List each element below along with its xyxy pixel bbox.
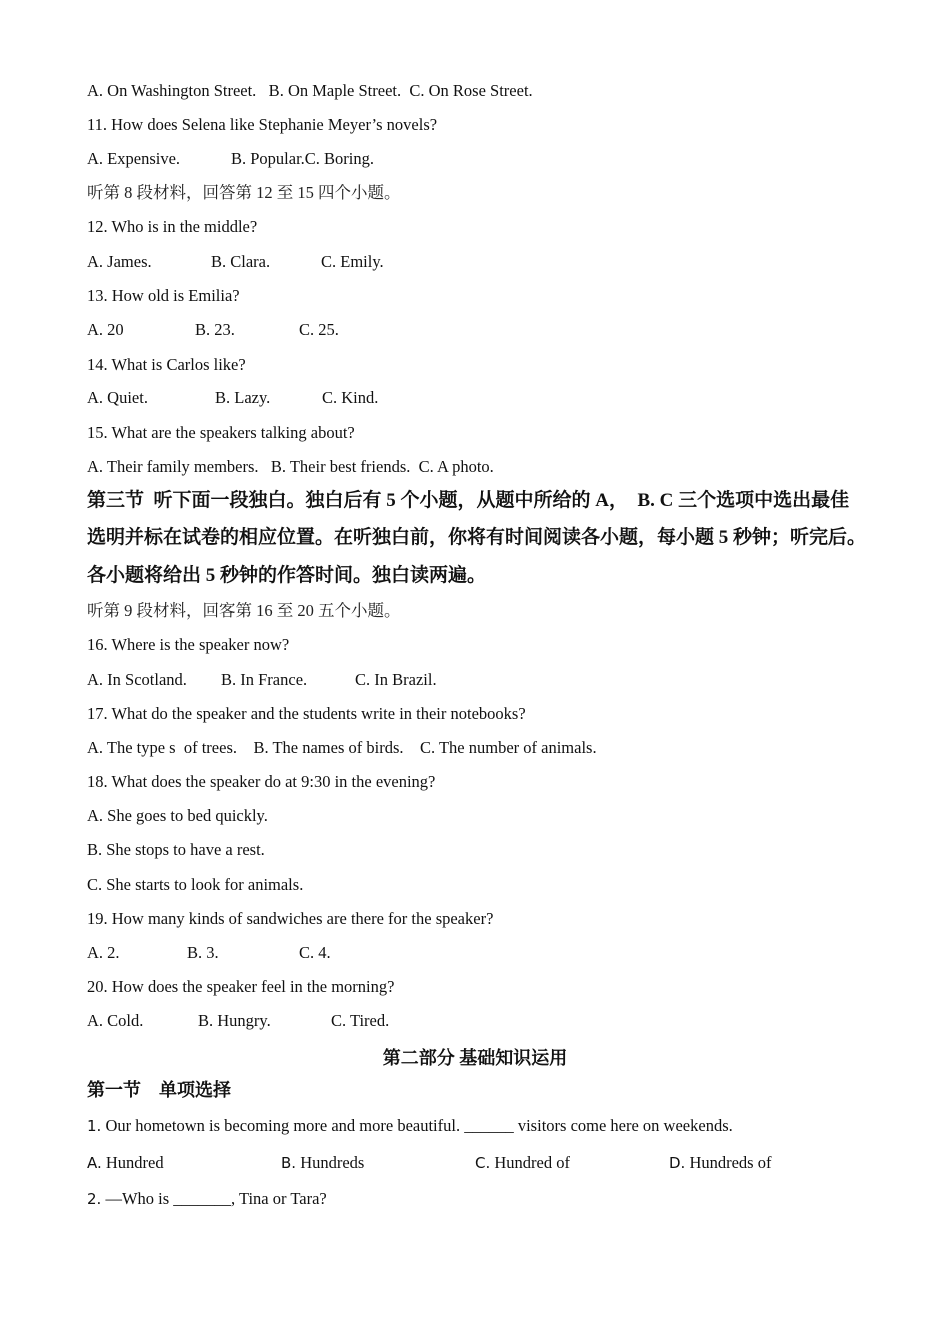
question-text: —Who is _______, Tina or Tara?	[101, 1189, 327, 1208]
option-b: B. 3.	[187, 943, 219, 962]
section-instruction-9: 听第 9 段材料，回客第 16 至 20 五个小题。	[87, 601, 401, 620]
option-a: A. James.	[87, 252, 152, 271]
option-a	[87, 1153, 164, 1173]
option-a: A. She goes to bed quickly.	[87, 806, 268, 825]
option-letter: B.	[281, 1154, 297, 1172]
option-a: A. Quiet.	[87, 388, 148, 407]
option-b: B. She stops to have a rest.	[87, 840, 265, 859]
option-a: A. Expensive.	[87, 149, 181, 168]
option-a: A. Cold.	[87, 1011, 144, 1030]
question-20: 20. How does the speaker feel in the morning?	[87, 977, 395, 996]
option-c: C. Kind.	[322, 388, 379, 407]
option-c: C. In Brazil.	[355, 670, 437, 689]
question-19: 19. How many kinds of sandwiches are there for the speaker?	[87, 909, 494, 928]
question-13: 13. How old is Emilia?	[87, 286, 240, 305]
option-text: Hundred	[101, 1153, 164, 1172]
question-number: 2.	[87, 1190, 102, 1208]
option-text: Hundred of	[490, 1153, 570, 1172]
option-c: C. 4.	[299, 943, 331, 962]
option-a: A. 20	[87, 320, 124, 339]
section-heading-line-3: 各小题将给出 5 秒钟的作答时间。独白读两遍。	[87, 565, 487, 586]
option-text: Hundreds	[296, 1153, 365, 1172]
option-c: C. She starts to look for animals.	[87, 875, 304, 894]
option-c: C. Tired.	[331, 1011, 390, 1030]
option-b: B. Hungry.	[198, 1011, 271, 1030]
option-c: C. 25.	[299, 320, 339, 339]
option-letter: C.	[475, 1154, 491, 1172]
option-c	[475, 1153, 570, 1173]
question-17: 17. What do the speaker and the students write in their notebooks?	[87, 704, 526, 723]
option-b: B. Lazy.	[215, 388, 271, 407]
part-two-title: 第二部分 基础知识运用	[382, 1048, 568, 1068]
section-heading-line-2: 选明并标在试卷的相应位置。在听独白前，你将有时间阅读各小题，每小题 5 秒钟；听完后。	[87, 527, 867, 548]
option-b: B. In France.	[221, 670, 308, 689]
question-number: 1.	[87, 1117, 102, 1135]
section-heading-line-1: 第三节 听下面一段独白。独白后有 5 个小题，从题中所给的 A， B. C 三个选项中选出最佳	[87, 490, 850, 511]
question-1	[87, 1116, 733, 1136]
option-b	[281, 1153, 364, 1173]
option-b: B. 23.	[195, 320, 235, 339]
question-18: 18. What does the speaker do at 9:30 in the evening?	[87, 772, 436, 791]
question-15: 15. What are the speakers talking about?	[87, 423, 355, 442]
question-14: 14. What is Carlos like?	[87, 355, 246, 374]
option-d	[669, 1153, 771, 1173]
answer-options-q15: A. Their family members. B. Their best friends. C. A photo.	[87, 457, 494, 476]
option-b: B. Popular.C. Boring.	[231, 149, 375, 168]
answer-options-q17: A. The type s of trees. B. The names of birds. C. The number of animals.	[87, 738, 597, 757]
option-text: Hundreds of	[685, 1153, 772, 1172]
section-instruction-8: 听第 8 段材料，回答第 12 至 15 四个小题。	[87, 183, 401, 202]
question-2	[87, 1189, 327, 1209]
question-16: 16. Where is the speaker now?	[87, 635, 290, 654]
answer-options-q10: A. On Washington Street. B. On Maple Street. C. On Rose Street.	[87, 81, 533, 100]
option-letter: A.	[87, 1154, 102, 1172]
option-c: C. Emily.	[321, 252, 384, 271]
option-a: A. In Scotland.	[87, 670, 187, 689]
question-12: 12. Who is in the middle?	[87, 217, 258, 236]
question-11: 11. How does Selena like Stephanie Meyer’s novels?	[87, 115, 438, 134]
option-letter: D.	[669, 1154, 686, 1172]
option-b: B. Clara.	[211, 252, 271, 271]
section-one-title: 第一节 单项选择	[87, 1080, 231, 1100]
question-text: Our hometown is becoming more and more beautiful. ______ visitors come here on weekends.	[101, 1116, 733, 1135]
option-a: A. 2.	[87, 943, 120, 962]
